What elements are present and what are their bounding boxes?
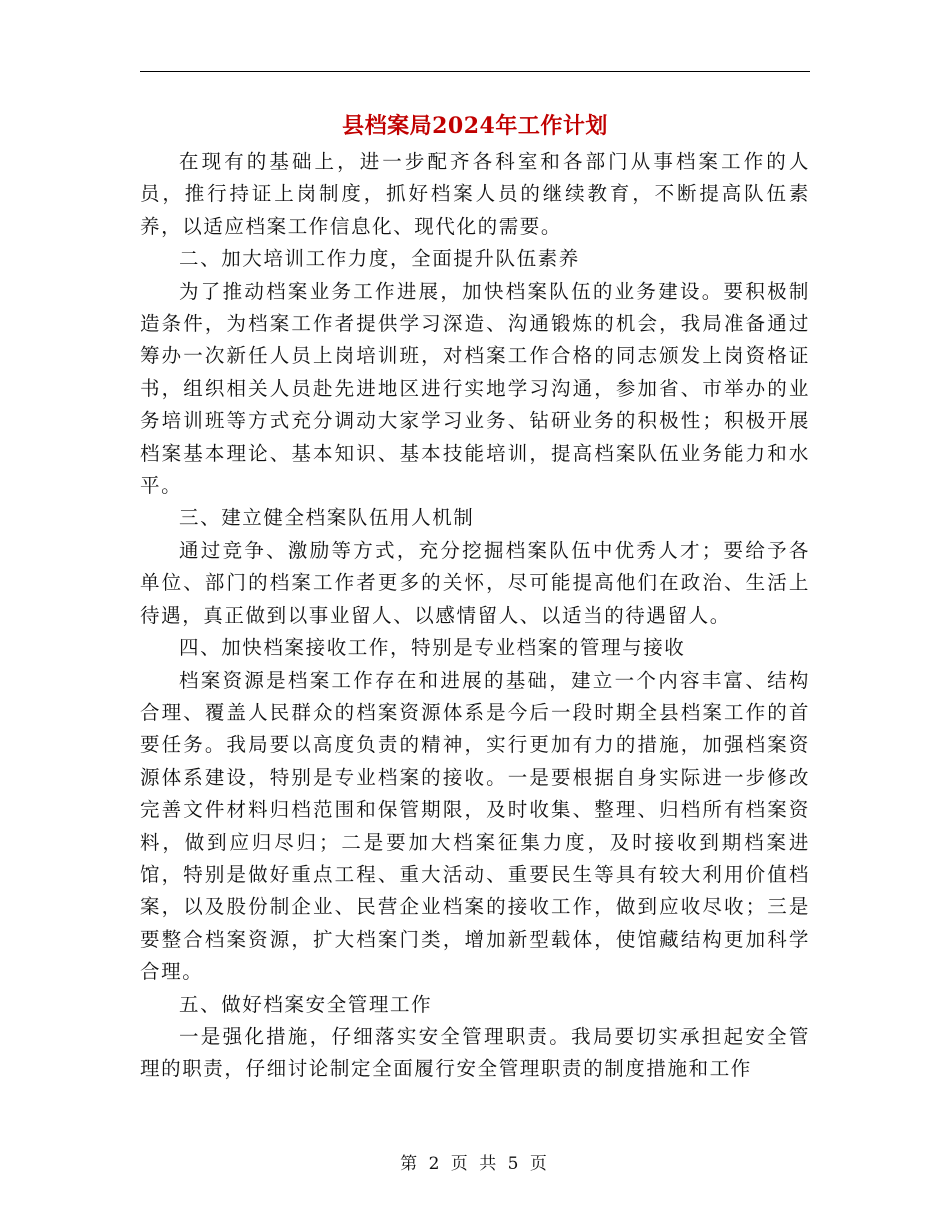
paragraph-security: 一是强化措施，仔细落实安全管理职责。我局要切实承担起安全管理的职责，仔细讨论制定全面履行安全管理职责的制度措施和工作 [140,1024,810,1081]
header-rule [140,71,810,72]
paragraph-training: 为了推动档案业务工作进展，加快档案队伍的业务建设。要积极制造条件，为档案工作者提供学习深造、沟通锻炼的机会，我局准备通过筹办一次新任人员上岗培训班，对档案工作合格的同志颁发上岗资格证书，组织相关人员赴先进地区进行实地学习沟通，参加省、市举办的业务培训班等方式充分调动大家学习业务、钻研业务的积极性；积极开展档案基本理论、基本知识、基本技能培训，提高档案队伍业务能力和水平。 [140,279,810,498]
page-number-footer: 第 2 页 共 5 页 [400,1154,550,1174]
paragraph-intro: 在现有的基础上，进一步配齐各科室和各部门从事档案工作的人员，推行持证上岗制度，抓好档案人员的继续教育，不断提高队伍素养，以适应档案工作信息化、现代化的需要。 [140,150,810,238]
section-heading-5: 五、做好档案安全管理工作 [179,992,433,1016]
paragraph-collection: 档案资源是档案工作存在和进展的基础，建立一个内容丰富、结构合理、覆盖人民群众的档案资源体系是今后一段时期全县档案工作的首要任务。我局要以高度负责的精神，实行更加有力的措施，加强档案资源体系建设，特别是专业档案的接收。一是要根据自身实际进一步修改完善文件材料归档范围和保管期限，及时收集、整理、归档所有档案资料，做到应归尽归；二是要加大档案征集力度，及时接收到期档案进馆，特别是做好重点工程、重大活动、重要民生等具有较大利用价值档案，以及股份制企业、民营企业档案的接收工作，做到应收尽收；三是要整合档案资源，扩大档案门类，增加新型载体，使馆藏结构更加科学合理。 [140,668,810,984]
document-body [140,146,810,1086]
paragraph-talent: 通过竞争、激励等方式，充分挖掘档案队伍中优秀人才；要给予各单位、部门的档案工作者更多的关怀，尽可能提高他们在政治、生活上待遇，真正做到以事业留人、以感情留人、以适当的待遇留人。 [140,538,810,627]
section-heading-2: 二、加大培训工作力度，全面提升队伍素养 [179,247,580,271]
document-title: 县档案局2024年工作计划 [342,113,608,139]
section-heading-3: 三、建立健全档案队伍用人机制 [179,506,475,530]
section-heading-4: 四、加快档案接收工作，特别是专业档案的管理与接收 [179,636,686,660]
